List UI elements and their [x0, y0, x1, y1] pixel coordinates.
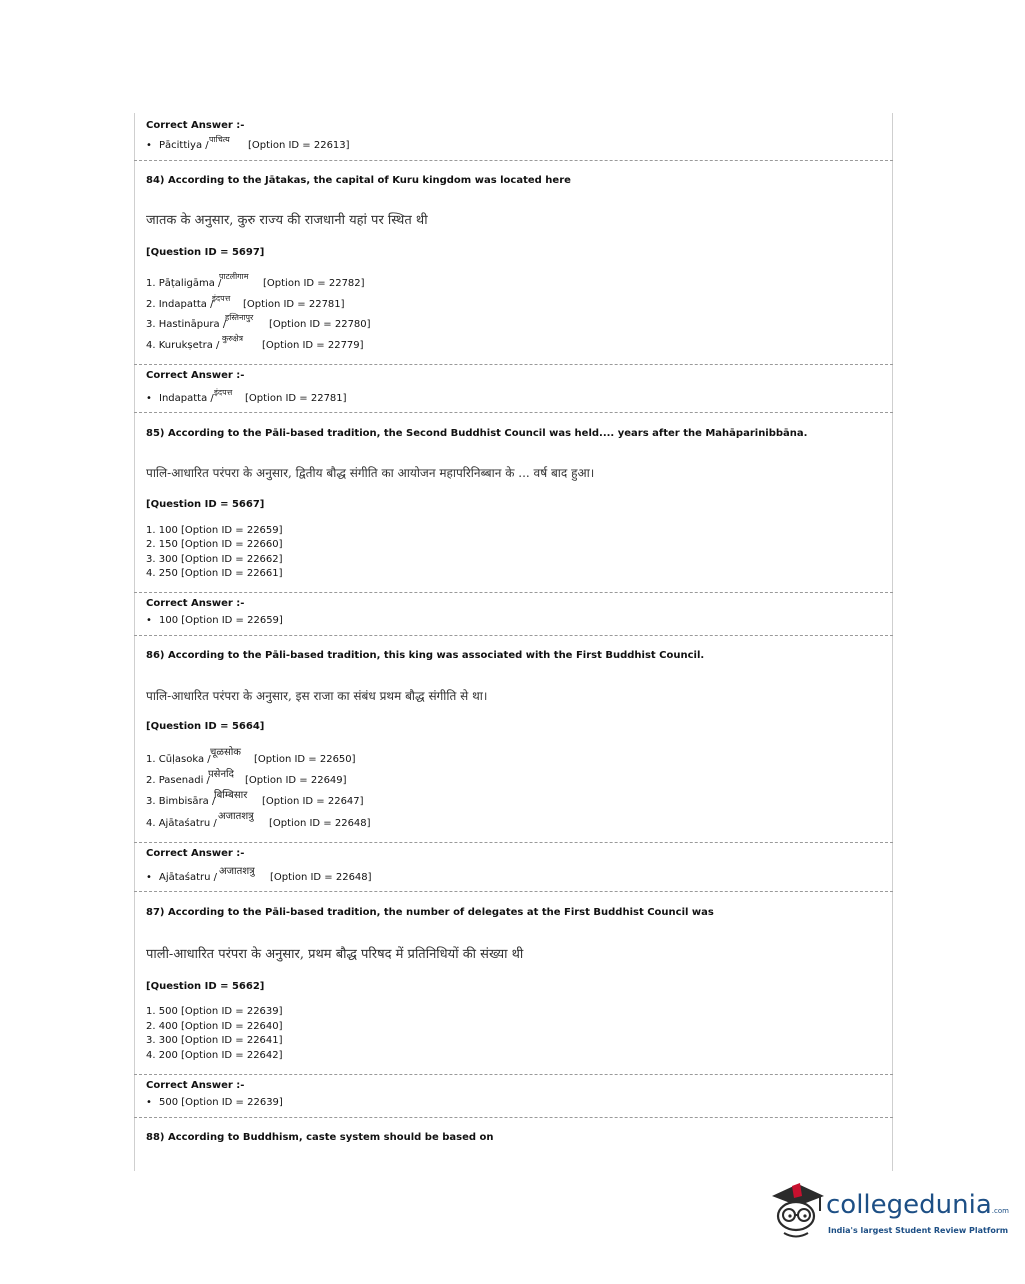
answer-text: 500 [Option ID = 22639] [159, 1097, 283, 1108]
divider [134, 412, 893, 413]
correct-answer-label: Correct Answer :- [146, 1080, 245, 1091]
question-85-hindi: पालि-आधारित परंपरा के अनुसार, द्वितीय बौद्ध संगीति का आयोजन महापरिनिब्बान के ... वर्ष बाद हुआ। [146, 466, 595, 480]
question-86-title: 86) According to the Pāli-based tradition, this king was associated with the First Buddhist Council. [146, 650, 705, 661]
bullet-icon: • [146, 615, 152, 626]
option-2-id: [Option ID = 22649] [245, 775, 347, 786]
divider [134, 364, 893, 365]
question-87-id: [Question ID = 5662] [146, 981, 265, 992]
answer-text: Ajātaśatru / [159, 872, 218, 883]
question-84-title: 84) According to the Jātakas, the capital of Kuru kingdom was located here [146, 175, 571, 186]
question-88-title: 88) According to Buddhism, caste system should be based on [146, 1132, 494, 1143]
option-4: 4. 200 [Option ID = 22642] [146, 1050, 283, 1061]
brand-name: collegedunia.com [826, 1190, 1009, 1220]
option-3-hindi: हस्तिनापुर [225, 313, 254, 322]
bullet-icon: • [146, 872, 152, 883]
answer-option-id: [Option ID = 22648] [270, 872, 372, 883]
option-1-id: [Option ID = 22650] [254, 754, 356, 765]
divider [134, 635, 893, 636]
question-84-hindi: जातक के अनुसार, कुरु राज्य की राजधानी यहां पर स्थित थी [146, 213, 428, 228]
answer-text: 100 [Option ID = 22659] [159, 615, 283, 626]
question-84-id: [Question ID = 5697] [146, 247, 265, 258]
option-2: 2. 400 [Option ID = 22640] [146, 1021, 283, 1032]
option-1-id: [Option ID = 22782] [263, 278, 365, 289]
bullet-icon: • [146, 393, 152, 404]
answer-hindi: पाचित्य [209, 135, 230, 144]
correct-answer-label: Correct Answer :- [146, 848, 245, 859]
option-1: 1. Cūḷasoka / [146, 754, 211, 765]
option-3: 3. Bimbisāra / [146, 796, 216, 807]
option-2: 2. Pasenadi / [146, 775, 210, 786]
option-1: 1. Pāṭaligāma / [146, 278, 222, 289]
question-85-id: [Question ID = 5667] [146, 499, 265, 510]
option-4-hindi: कुरुक्षेत्र [222, 334, 244, 343]
option-1-hindi: चूळसोक [210, 747, 241, 758]
option-4-hindi: अजातशत्रु [218, 811, 254, 822]
option-1: 1. 100 [Option ID = 22659] [146, 525, 283, 536]
option-1-hindi: पाटलीगाम [219, 272, 249, 281]
question-85-title: 85) According to the Pāli-based tradition, the Second Buddhist Council was held.... years after the Mahāparinibbāna. [146, 428, 808, 439]
option-2: 2. 150 [Option ID = 22660] [146, 539, 283, 550]
question-87-hindi: पाली-आधारित परंपरा के अनुसार, प्रथम बौद्ध परिषद में प्रतिनिधियों की संख्या थी [146, 947, 524, 962]
option-1: 1. 500 [Option ID = 22639] [146, 1006, 283, 1017]
option-2-hindi: इंदपत्त [212, 294, 231, 303]
divider [134, 592, 893, 593]
divider [134, 1074, 893, 1075]
option-3: 3. 300 [Option ID = 22641] [146, 1035, 283, 1046]
option-3: 3. 300 [Option ID = 22662] [146, 554, 283, 565]
divider [134, 891, 893, 892]
option-3: 3. Hastināpura / [146, 319, 227, 330]
divider [134, 842, 893, 843]
answer-text: Indapatta / [159, 393, 214, 404]
option-3-id: [Option ID = 22780] [269, 319, 371, 330]
correct-answer-label: Correct Answer :- [146, 370, 245, 381]
question-87-title: 87) According to the Pāli-based tradition, the number of delegates at the First Buddhist Council was [146, 907, 714, 918]
option-3-hindi: बिम्बिसार [214, 790, 248, 801]
answer-option-id: [Option ID = 22613] [248, 140, 350, 151]
bullet-icon: • [146, 140, 152, 151]
answer-option-id: [Option ID = 22781] [245, 393, 347, 404]
brand-tagline: India's largest Student Review Platform [828, 1226, 1009, 1235]
brand-domain: .com [991, 1207, 1009, 1215]
question-86-hindi: पालि-आधारित परंपरा के अनुसार, इस राजा का संबंध प्रथम बौद्ध संगीति से था। [146, 689, 488, 703]
option-4-id: [Option ID = 22779] [262, 340, 364, 351]
option-4-id: [Option ID = 22648] [269, 818, 371, 829]
option-2-hindi: पसेनदि [208, 769, 234, 780]
question-86-id: [Question ID = 5664] [146, 721, 265, 732]
correct-answer-label: Correct Answer :- [146, 120, 245, 131]
bullet-icon: • [146, 1097, 152, 1108]
option-3-id: [Option ID = 22647] [262, 796, 364, 807]
correct-answer-label: Correct Answer :- [146, 598, 245, 609]
option-4: 4. Kurukṣetra / [146, 340, 220, 351]
divider [134, 160, 893, 161]
option-4: 4. Ajātaśatru / [146, 818, 217, 829]
answer-hindi: अजातशत्रु [219, 866, 255, 877]
option-2: 2. Indapatta / [146, 299, 214, 310]
divider [134, 1117, 893, 1118]
option-2-id: [Option ID = 22781] [243, 299, 345, 310]
answer-hindi: इंदपत्त [214, 388, 233, 397]
option-4: 4. 250 [Option ID = 22661] [146, 568, 283, 579]
answer-text: Pācittiya / [159, 140, 209, 151]
